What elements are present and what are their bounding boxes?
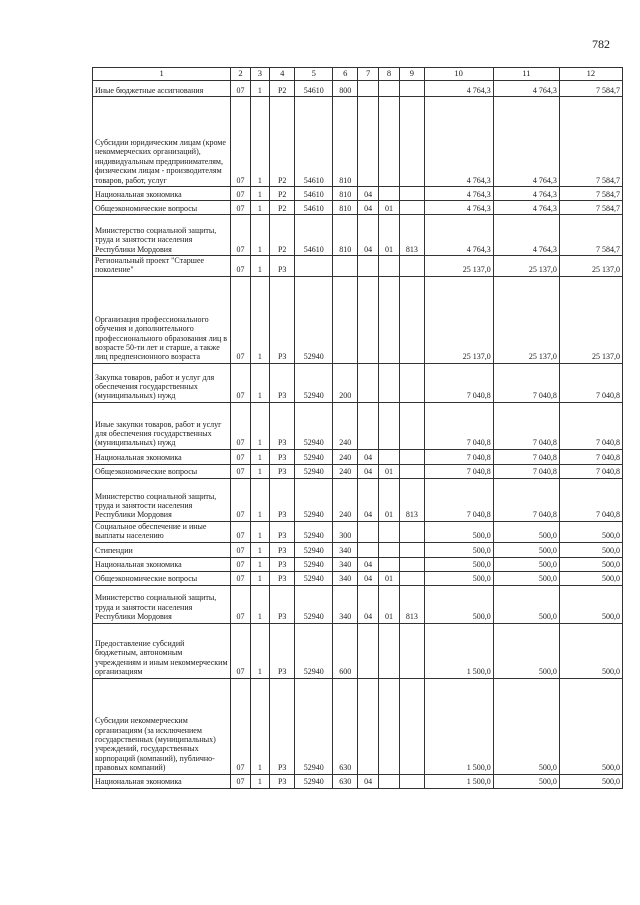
row-name: Субсидии юридическим лицам (кроме некоммерческих организаций), индивидуальным предпринимателям, физическим лицам - производителям товаров, работ, услуг bbox=[93, 97, 231, 187]
code-cell: 1 bbox=[250, 521, 269, 542]
code-cell: 1 bbox=[250, 449, 269, 464]
amount-cell: 4 764,3 bbox=[424, 187, 493, 201]
code-cell: 810 bbox=[333, 215, 358, 256]
code-cell: P3 bbox=[270, 402, 295, 449]
row-name: Иные бюджетные ассигнования bbox=[93, 81, 231, 97]
code-cell: 52940 bbox=[295, 402, 333, 449]
code-cell: 07 bbox=[231, 81, 250, 97]
row-name: Министерство социальной защиты, труда и занятости населения Республики Мордовия bbox=[93, 585, 231, 623]
table-row bbox=[93, 774, 623, 788]
code-cell: 52940 bbox=[295, 464, 333, 478]
amount-cell: 1 500,0 bbox=[424, 774, 493, 788]
code-cell: 1 bbox=[250, 363, 269, 402]
table-row bbox=[93, 215, 623, 256]
code-cell: 600 bbox=[333, 623, 358, 678]
code-cell bbox=[358, 81, 378, 97]
amount-cell: 25 137,0 bbox=[424, 276, 493, 363]
amount-cell: 500,0 bbox=[424, 521, 493, 542]
code-cell: 1 bbox=[250, 402, 269, 449]
page-number: 782 bbox=[592, 37, 610, 51]
amount-cell: 7 040,8 bbox=[493, 363, 559, 402]
code-cell: 04 bbox=[358, 585, 378, 623]
code-cell: 52940 bbox=[295, 542, 333, 557]
code-cell: 1 bbox=[250, 215, 269, 256]
column-header: 6 bbox=[333, 68, 358, 81]
code-cell bbox=[358, 363, 378, 402]
row-name: Министерство социальной защиты, труда и занятости населения Республики Мордовия bbox=[93, 478, 231, 521]
table-row bbox=[93, 201, 623, 215]
column-header: 10 bbox=[424, 68, 493, 81]
amount-cell: 7 040,8 bbox=[559, 402, 622, 449]
code-cell bbox=[378, 363, 399, 402]
code-cell: 04 bbox=[358, 571, 378, 585]
code-cell: P2 bbox=[270, 187, 295, 201]
code-cell: 52940 bbox=[295, 363, 333, 402]
code-cell: 1 bbox=[250, 256, 269, 277]
code-cell: 240 bbox=[333, 449, 358, 464]
code-cell bbox=[400, 449, 424, 464]
code-cell: 01 bbox=[378, 464, 399, 478]
table-row bbox=[93, 97, 623, 187]
amount-cell: 4 764,3 bbox=[493, 187, 559, 201]
row-name: Национальная экономика bbox=[93, 774, 231, 788]
table-row bbox=[93, 571, 623, 585]
code-cell: 04 bbox=[358, 774, 378, 788]
code-cell: 07 bbox=[231, 97, 250, 187]
row-name: Субсидии некоммерческим организациям (за исключением государственных (муниципальных) учреждений, государственных корпораций (компаний), публично-правовых компаний) bbox=[93, 678, 231, 774]
code-cell bbox=[400, 256, 424, 277]
code-cell: 630 bbox=[333, 774, 358, 788]
code-cell: 07 bbox=[231, 557, 250, 571]
table-row bbox=[93, 623, 623, 678]
amount-cell: 500,0 bbox=[493, 623, 559, 678]
amount-cell: 500,0 bbox=[424, 557, 493, 571]
amount-cell: 500,0 bbox=[493, 774, 559, 788]
code-cell bbox=[400, 402, 424, 449]
row-name: Национальная экономика bbox=[93, 557, 231, 571]
code-cell: 04 bbox=[358, 478, 378, 521]
code-cell: 01 bbox=[378, 201, 399, 215]
row-name: Национальная экономика bbox=[93, 449, 231, 464]
table-row bbox=[93, 542, 623, 557]
code-cell bbox=[400, 81, 424, 97]
amount-cell: 25 137,0 bbox=[559, 276, 622, 363]
code-cell: 1 bbox=[250, 276, 269, 363]
amount-cell: 7 040,8 bbox=[559, 449, 622, 464]
amount-cell: 7 040,8 bbox=[559, 478, 622, 521]
budget-table-body bbox=[93, 68, 623, 789]
code-cell: 813 bbox=[400, 478, 424, 521]
code-cell: 01 bbox=[378, 478, 399, 521]
code-cell: 54610 bbox=[295, 215, 333, 256]
row-name: Национальная экономика bbox=[93, 187, 231, 201]
amount-cell: 1 500,0 bbox=[424, 623, 493, 678]
code-cell: 01 bbox=[378, 571, 399, 585]
code-cell bbox=[400, 678, 424, 774]
code-cell: 07 bbox=[231, 678, 250, 774]
table-row bbox=[93, 81, 623, 97]
column-header: 12 bbox=[559, 68, 622, 81]
code-cell: 1 bbox=[250, 201, 269, 215]
row-name: Общеэкономические вопросы bbox=[93, 571, 231, 585]
code-cell: 04 bbox=[358, 557, 378, 571]
code-cell: P3 bbox=[270, 521, 295, 542]
code-cell: 52940 bbox=[295, 571, 333, 585]
code-cell bbox=[400, 623, 424, 678]
code-cell: 07 bbox=[231, 774, 250, 788]
amount-cell: 25 137,0 bbox=[559, 256, 622, 277]
code-cell bbox=[378, 542, 399, 557]
code-cell bbox=[358, 97, 378, 187]
code-cell bbox=[378, 81, 399, 97]
column-header: 11 bbox=[493, 68, 559, 81]
code-cell: 1 bbox=[250, 97, 269, 187]
amount-cell: 500,0 bbox=[559, 678, 622, 774]
code-cell: 1 bbox=[250, 464, 269, 478]
code-cell: 07 bbox=[231, 478, 250, 521]
amount-cell: 4 764,3 bbox=[424, 201, 493, 215]
column-header: 9 bbox=[400, 68, 424, 81]
amount-cell: 500,0 bbox=[559, 571, 622, 585]
code-cell bbox=[400, 571, 424, 585]
code-cell: 1 bbox=[250, 557, 269, 571]
code-cell: 340 bbox=[333, 557, 358, 571]
code-cell: 52940 bbox=[295, 276, 333, 363]
code-cell bbox=[378, 97, 399, 187]
row-name: Социальное обеспечение и иные выплаты населению bbox=[93, 521, 231, 542]
column-header: 4 bbox=[270, 68, 295, 81]
code-cell bbox=[378, 402, 399, 449]
code-cell bbox=[358, 521, 378, 542]
code-cell: 1 bbox=[250, 623, 269, 678]
code-cell: 07 bbox=[231, 449, 250, 464]
code-cell: 340 bbox=[333, 542, 358, 557]
row-name: Региональный проект "Старшее поколение" bbox=[93, 256, 231, 277]
code-cell: P2 bbox=[270, 81, 295, 97]
code-cell: 01 bbox=[378, 215, 399, 256]
amount-cell: 500,0 bbox=[559, 521, 622, 542]
code-cell: 1 bbox=[250, 585, 269, 623]
code-cell: 52940 bbox=[295, 449, 333, 464]
code-cell: P3 bbox=[270, 774, 295, 788]
amount-cell: 7 040,8 bbox=[424, 464, 493, 478]
code-cell: 1 bbox=[250, 774, 269, 788]
code-cell: 340 bbox=[333, 585, 358, 623]
amount-cell: 7 040,8 bbox=[493, 449, 559, 464]
code-cell: 1 bbox=[250, 81, 269, 97]
code-cell bbox=[358, 402, 378, 449]
code-cell: 1 bbox=[250, 542, 269, 557]
amount-cell: 500,0 bbox=[424, 585, 493, 623]
code-cell bbox=[400, 97, 424, 187]
code-cell: 07 bbox=[231, 464, 250, 478]
amount-cell: 500,0 bbox=[559, 585, 622, 623]
column-header: 5 bbox=[295, 68, 333, 81]
table-row bbox=[93, 521, 623, 542]
code-cell: P3 bbox=[270, 571, 295, 585]
code-cell: 52940 bbox=[295, 521, 333, 542]
table-row bbox=[93, 187, 623, 201]
amount-cell: 7 584,7 bbox=[559, 187, 622, 201]
code-cell bbox=[358, 542, 378, 557]
amount-cell: 7 040,8 bbox=[424, 402, 493, 449]
code-cell: 04 bbox=[358, 187, 378, 201]
code-cell bbox=[400, 201, 424, 215]
code-cell: P3 bbox=[270, 585, 295, 623]
table-row bbox=[93, 478, 623, 521]
code-cell: 54610 bbox=[295, 97, 333, 187]
table-row bbox=[93, 276, 623, 363]
amount-cell: 4 764,3 bbox=[493, 201, 559, 215]
code-cell: 52940 bbox=[295, 678, 333, 774]
column-header: 7 bbox=[358, 68, 378, 81]
code-cell: P2 bbox=[270, 201, 295, 215]
column-header: 2 bbox=[231, 68, 250, 81]
amount-cell: 7 040,8 bbox=[424, 478, 493, 521]
column-header: 1 bbox=[93, 68, 231, 81]
row-name: Предоставление субсидий бюджетным, автономным учреждениям и иным некоммерческим организациям bbox=[93, 623, 231, 678]
amount-cell: 7 584,7 bbox=[559, 201, 622, 215]
table-row bbox=[93, 464, 623, 478]
code-cell: 52940 bbox=[295, 623, 333, 678]
amount-cell: 7 040,8 bbox=[493, 478, 559, 521]
code-cell: P3 bbox=[270, 542, 295, 557]
amount-cell: 500,0 bbox=[493, 557, 559, 571]
code-cell: 04 bbox=[358, 464, 378, 478]
code-cell: 1 bbox=[250, 187, 269, 201]
amount-cell: 4 764,3 bbox=[424, 97, 493, 187]
amount-cell: 7 040,8 bbox=[424, 363, 493, 402]
code-cell: P3 bbox=[270, 256, 295, 277]
amount-cell: 500,0 bbox=[493, 571, 559, 585]
code-cell bbox=[358, 623, 378, 678]
code-cell: P3 bbox=[270, 363, 295, 402]
code-cell bbox=[295, 256, 333, 277]
amount-cell: 4 764,3 bbox=[493, 97, 559, 187]
code-cell: 07 bbox=[231, 521, 250, 542]
code-cell bbox=[400, 187, 424, 201]
code-cell: 52940 bbox=[295, 557, 333, 571]
code-cell bbox=[358, 276, 378, 363]
amount-cell: 7 584,7 bbox=[559, 81, 622, 97]
code-cell bbox=[400, 557, 424, 571]
code-cell bbox=[358, 678, 378, 774]
amount-cell: 500,0 bbox=[493, 521, 559, 542]
amount-cell: 7 040,8 bbox=[493, 464, 559, 478]
table-row bbox=[93, 585, 623, 623]
row-name: Закупка товаров, работ и услуг для обеспечения государственных (муниципальных) нужд bbox=[93, 363, 231, 402]
column-header: 3 bbox=[250, 68, 269, 81]
table-row bbox=[93, 363, 623, 402]
amount-cell: 500,0 bbox=[424, 571, 493, 585]
code-cell bbox=[400, 276, 424, 363]
code-cell: 52940 bbox=[295, 585, 333, 623]
code-cell: 54610 bbox=[295, 81, 333, 97]
code-cell: 07 bbox=[231, 276, 250, 363]
column-header: 8 bbox=[378, 68, 399, 81]
code-cell: 1 bbox=[250, 678, 269, 774]
amount-cell: 7 584,7 bbox=[559, 97, 622, 187]
code-cell bbox=[378, 774, 399, 788]
code-cell bbox=[400, 464, 424, 478]
code-cell: P3 bbox=[270, 449, 295, 464]
amount-cell: 25 137,0 bbox=[493, 256, 559, 277]
code-cell: 07 bbox=[231, 201, 250, 215]
table-row bbox=[93, 557, 623, 571]
code-cell: P2 bbox=[270, 215, 295, 256]
code-cell: P3 bbox=[270, 478, 295, 521]
code-cell: 810 bbox=[333, 187, 358, 201]
code-cell: P3 bbox=[270, 557, 295, 571]
code-cell: 07 bbox=[231, 571, 250, 585]
code-cell: P2 bbox=[270, 97, 295, 187]
code-cell: P3 bbox=[270, 276, 295, 363]
amount-cell: 500,0 bbox=[424, 542, 493, 557]
budget-table bbox=[92, 67, 623, 789]
amount-cell: 500,0 bbox=[493, 542, 559, 557]
amount-cell: 500,0 bbox=[559, 542, 622, 557]
amount-cell: 4 764,3 bbox=[424, 81, 493, 97]
code-cell: 240 bbox=[333, 478, 358, 521]
code-cell: P3 bbox=[270, 678, 295, 774]
code-cell: 04 bbox=[358, 201, 378, 215]
code-cell: 1 bbox=[250, 478, 269, 521]
code-cell: 04 bbox=[358, 215, 378, 256]
code-cell bbox=[378, 256, 399, 277]
table-row bbox=[93, 678, 623, 774]
table-row bbox=[93, 256, 623, 277]
code-cell bbox=[378, 623, 399, 678]
amount-cell: 4 764,3 bbox=[424, 215, 493, 256]
code-cell: 52940 bbox=[295, 478, 333, 521]
code-cell: 1 bbox=[250, 571, 269, 585]
amount-cell: 25 137,0 bbox=[493, 276, 559, 363]
code-cell bbox=[358, 256, 378, 277]
code-cell bbox=[378, 678, 399, 774]
code-cell bbox=[400, 774, 424, 788]
amount-cell: 500,0 bbox=[493, 678, 559, 774]
header-row bbox=[93, 68, 623, 81]
amount-cell: 4 764,3 bbox=[493, 215, 559, 256]
code-cell: 630 bbox=[333, 678, 358, 774]
amount-cell: 1 500,0 bbox=[424, 678, 493, 774]
amount-cell: 7 040,8 bbox=[424, 449, 493, 464]
code-cell: 240 bbox=[333, 402, 358, 449]
code-cell: 810 bbox=[333, 201, 358, 215]
code-cell: P3 bbox=[270, 464, 295, 478]
table-row bbox=[93, 449, 623, 464]
code-cell bbox=[378, 449, 399, 464]
amount-cell: 500,0 bbox=[559, 623, 622, 678]
code-cell: 240 bbox=[333, 464, 358, 478]
amount-cell: 25 137,0 bbox=[424, 256, 493, 277]
code-cell bbox=[378, 276, 399, 363]
row-name: Общеэкономические вопросы bbox=[93, 464, 231, 478]
code-cell bbox=[400, 542, 424, 557]
code-cell bbox=[378, 557, 399, 571]
code-cell: 07 bbox=[231, 585, 250, 623]
amount-cell: 500,0 bbox=[559, 774, 622, 788]
code-cell: 54610 bbox=[295, 187, 333, 201]
row-name: Иные закупки товаров, работ и услуг для обеспечения государственных (муниципальных) нужд bbox=[93, 402, 231, 449]
amount-cell: 7 584,7 bbox=[559, 215, 622, 256]
code-cell: 07 bbox=[231, 363, 250, 402]
amount-cell: 4 764,3 bbox=[493, 81, 559, 97]
amount-cell: 500,0 bbox=[559, 557, 622, 571]
row-name: Общеэкономические вопросы bbox=[93, 201, 231, 215]
code-cell: 07 bbox=[231, 215, 250, 256]
code-cell: 813 bbox=[400, 215, 424, 256]
code-cell: 04 bbox=[358, 449, 378, 464]
code-cell: P3 bbox=[270, 623, 295, 678]
code-cell bbox=[400, 521, 424, 542]
code-cell: 01 bbox=[378, 585, 399, 623]
code-cell bbox=[400, 363, 424, 402]
code-cell bbox=[378, 521, 399, 542]
code-cell: 813 bbox=[400, 585, 424, 623]
amount-cell: 7 040,8 bbox=[493, 402, 559, 449]
code-cell: 800 bbox=[333, 81, 358, 97]
code-cell: 810 bbox=[333, 97, 358, 187]
code-cell: 07 bbox=[231, 542, 250, 557]
row-name: Министерство социальной защиты, труда и занятости населения Республики Мордовия bbox=[93, 215, 231, 256]
row-name: Организация профессионального обучения и дополнительного профессионального образования лиц в возрасте 50-ти лет и старше, а также лиц предпенсионного возраста bbox=[93, 276, 231, 363]
amount-cell: 7 040,8 bbox=[559, 363, 622, 402]
amount-cell: 500,0 bbox=[493, 585, 559, 623]
row-name: Стипендии bbox=[93, 542, 231, 557]
code-cell: 200 bbox=[333, 363, 358, 402]
code-cell: 340 bbox=[333, 571, 358, 585]
amount-cell: 7 040,8 bbox=[559, 464, 622, 478]
code-cell: 54610 bbox=[295, 201, 333, 215]
code-cell: 07 bbox=[231, 623, 250, 678]
code-cell bbox=[378, 187, 399, 201]
code-cell: 07 bbox=[231, 402, 250, 449]
code-cell: 52940 bbox=[295, 774, 333, 788]
code-cell: 07 bbox=[231, 256, 250, 277]
code-cell bbox=[333, 256, 358, 277]
code-cell bbox=[333, 276, 358, 363]
code-cell: 300 bbox=[333, 521, 358, 542]
table-row bbox=[93, 402, 623, 449]
code-cell: 07 bbox=[231, 187, 250, 201]
